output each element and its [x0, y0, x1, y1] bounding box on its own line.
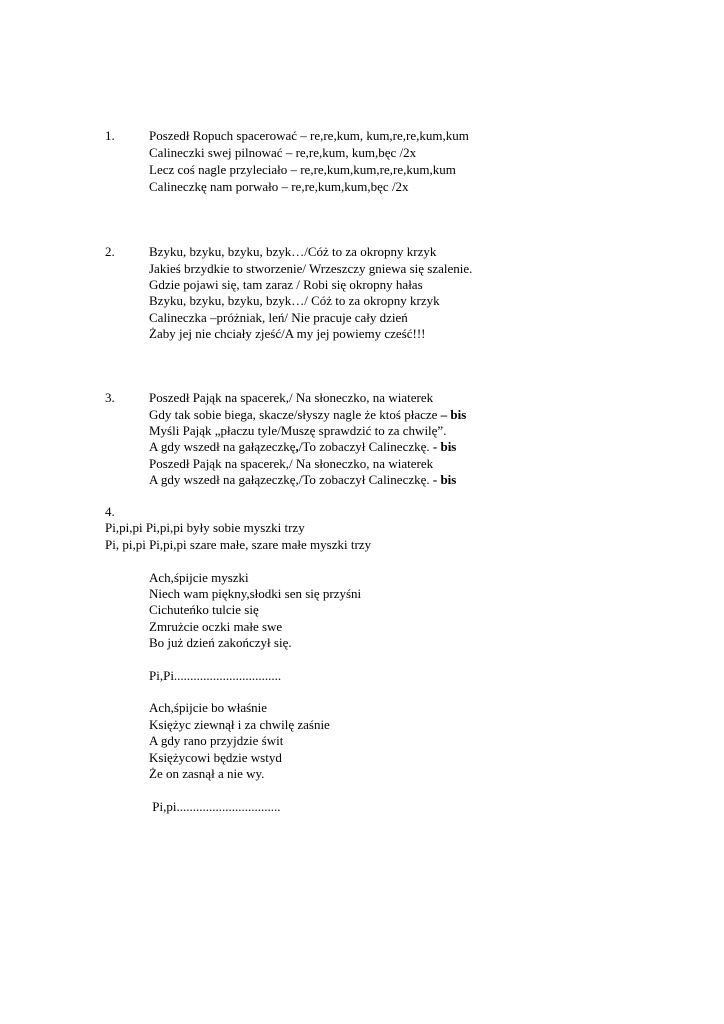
refrain-repeat: Pi,Pi.................................	[149, 668, 282, 683]
song-number: 2.	[105, 244, 115, 259]
song-number: 3.	[105, 390, 115, 405]
bis-marker: – bis	[437, 407, 467, 422]
lyric-line: Lecz coś nagle przyleciało – re,re,kum,kum,re,re,kum,kum	[149, 162, 456, 177]
lyric-line: Księżyc ziewnął i za chwilę zaśnie	[149, 717, 330, 732]
lyric-line: Bzyku, bzyku, bzyku, bzyk…/ Cóż to za okropny krzyk	[149, 293, 440, 308]
lyric-line: Jakieś brzydkie to stworzenie/ Wrzeszczy gniewa się szalenie.	[149, 261, 473, 276]
lyric-line: Zmrużcie oczki małe swe	[149, 619, 283, 634]
lyric-line: Gdzie pojawi się, tam zaraz / Robi się okropny hałas	[149, 277, 423, 292]
lyric-line: Poszedł Pająk na spacerek,/ Na słoneczko, na wiaterek	[149, 390, 434, 405]
lyric-line: Poszedł Pająk na spacerek,/ Na słoneczko, na wiaterek	[149, 456, 434, 471]
lyric-line: Myśli Pająk „płaczu tyle/Muszę sprawdzić to za chwilę”.	[149, 423, 447, 438]
lyric-line: Cichuteńko tulcie się	[149, 602, 259, 617]
lyric-line: Że on zasnął a nie wy.	[149, 766, 265, 781]
refrain-line: Pi, pi,pi Pi,pi,pi szare małe, szare małe myszki trzy	[105, 537, 372, 552]
lyric-line: Calineczki swej pilnować – re,re,kum, kum,bęc /2x	[149, 145, 417, 160]
lyric-text: A gdy wszedł na gałązeczkę	[149, 439, 296, 454]
lyric-line	[149, 407, 466, 424]
song-number: 1.	[105, 128, 115, 143]
lyric-line: Księżycowi będzie wstyd	[149, 750, 282, 765]
bis-marker: - bis	[429, 472, 457, 487]
bis-marker: - bis	[429, 439, 457, 454]
lyric-line: Ach,śpijcie myszki	[149, 570, 249, 585]
lyric-text: /To zobaczył Calineczkę.	[298, 439, 430, 454]
lyric-line: Calineczkę nam porwało – re,re,kum,kum,bęc /2x	[149, 179, 409, 194]
lyric-line: Ach,śpijcie bo właśnie	[149, 700, 268, 715]
lyric-line: Bo już dzień zakończył się.	[149, 635, 292, 650]
lyric-comma: ,	[295, 439, 299, 454]
song-number: 4.	[105, 504, 115, 519]
lyric-line: Calineczka –próżniak, leń/ Nie pracuje cały dzień	[149, 310, 408, 325]
refrain-line: Pi,pi,pi Pi,pi,pi były sobie myszki trzy	[105, 520, 305, 535]
lyric-line	[149, 472, 456, 489]
lyric-line: Żaby jej nie chciały zjeść/A my jej powiemy cześć!!!	[149, 326, 426, 341]
lyric-line: Bzyku, bzyku, bzyku, bzyk…/Cóż to za okropny krzyk	[149, 244, 437, 259]
lyric-line: A gdy rano przyjdzie świt	[149, 733, 284, 748]
lyric-line: Poszedł Ropuch spacerować – re,re,kum, kum,re,re,kum,kum	[149, 128, 469, 143]
refrain-repeat: Pi,pi................................	[149, 799, 281, 814]
lyric-line: Niech wam piękny,słodki sen się przyśni	[149, 586, 362, 601]
lyric-text: A gdy wszedł na gałązeczkę,/To zobaczył Calineczkę.	[149, 472, 430, 487]
lyric-line	[149, 439, 456, 456]
lyric-text: Gdy tak sobie biega, skacze/słyszy nagle że ktoś płacze	[149, 407, 438, 422]
